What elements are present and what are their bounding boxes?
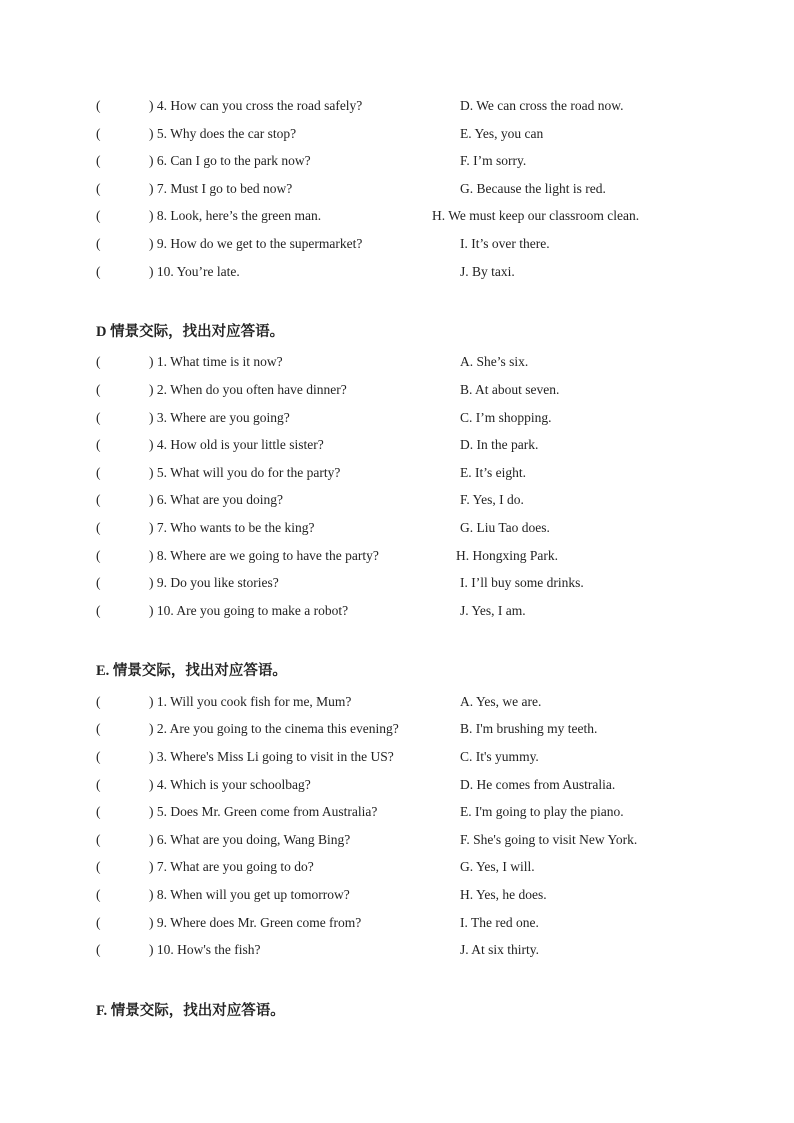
blank-open: (: [96, 181, 101, 196]
answer-option: I. I’ll buy some drinks.: [460, 575, 584, 590]
section-e-heading: [96, 660, 287, 682]
blank-open: (: [96, 520, 101, 535]
blank-open: (: [96, 859, 101, 874]
question-text: ) 3. Where are you going?: [149, 410, 290, 425]
answer-option: F. I’m sorry.: [460, 153, 527, 168]
section-title: 情景交际，找出对应答语。: [112, 663, 287, 679]
question-text: ) 1. Will you cook fish for me, Mum?: [149, 694, 352, 709]
question-text: ) 9. Do you like stories?: [149, 575, 279, 590]
blank-open: (: [96, 721, 101, 736]
blank-open: (: [96, 208, 101, 223]
list-item: [0, 408, 794, 428]
answer-option: E. It’s eight.: [460, 465, 526, 480]
section-letter: F.: [96, 1003, 108, 1019]
list-item: [0, 151, 794, 171]
blank-open: (: [96, 694, 101, 709]
blank-open: (: [96, 832, 101, 847]
question-text: ) 5. Why does the car stop?: [149, 126, 297, 141]
blank-open: (: [96, 603, 101, 618]
question-text: ) 3. Where's Miss Li going to visit in the US?: [149, 749, 394, 764]
answer-option: J. Yes, I am.: [460, 603, 526, 618]
blank-open: (: [96, 777, 101, 792]
blank-open: (: [96, 126, 101, 141]
question-text: ) 2. When do you often have dinner?: [149, 382, 347, 397]
list-item: [0, 96, 794, 116]
list-item: [0, 262, 794, 282]
blank-open: (: [96, 354, 101, 369]
answer-option: D. We can cross the road now.: [460, 98, 624, 113]
list-item: [0, 490, 794, 510]
question-text: ) 6. What are you doing, Wang Bing?: [149, 832, 351, 847]
blank-open: (: [96, 98, 101, 113]
section-d-heading: [96, 321, 284, 343]
blank-open: (: [96, 887, 101, 902]
list-item: [0, 380, 794, 400]
question-text: ) 10. You’re late.: [149, 264, 240, 279]
answer-option: I. The red one.: [460, 915, 539, 930]
section-title: 情景交际，找出对应答语。: [110, 1003, 285, 1019]
section-title: 情景交际，找出对应答语。: [110, 324, 285, 340]
question-text: ) 7. Who wants to be the king?: [149, 520, 315, 535]
list-item: [0, 463, 794, 483]
blank-open: (: [96, 749, 101, 764]
question-text: ) 5. Does Mr. Green come from Australia?: [149, 804, 378, 819]
blank-open: (: [96, 437, 101, 452]
answer-option: C. It's yummy.: [460, 749, 539, 764]
list-item: [0, 692, 794, 712]
list-item: [0, 775, 794, 795]
section-letter: E.: [96, 663, 110, 679]
section-f-heading: [96, 1000, 285, 1022]
question-text: ) 8. Where are we going to have the party?: [149, 548, 379, 563]
answer-option: A. Yes, we are.: [460, 694, 542, 709]
list-item: [0, 518, 794, 538]
question-text: ) 4. How old is your little sister?: [149, 437, 324, 452]
blank-open: (: [96, 264, 101, 279]
answer-option: J. By taxi.: [460, 264, 515, 279]
answer-option: D. He comes from Australia.: [460, 777, 616, 792]
blank-open: (: [96, 575, 101, 590]
blank-open: (: [96, 915, 101, 930]
list-item: [0, 435, 794, 455]
list-item: [0, 885, 794, 905]
list-item: [0, 830, 794, 850]
list-item: [0, 124, 794, 144]
question-text: ) 9. Where does Mr. Green come from?: [149, 915, 362, 930]
list-item: [0, 940, 794, 960]
list-item: [0, 206, 794, 226]
question-text: ) 10. How's the fish?: [149, 942, 261, 957]
list-item: [0, 352, 794, 372]
answer-option: D. In the park.: [460, 437, 539, 452]
question-text: ) 1. What time is it now?: [149, 354, 283, 369]
blank-open: (: [96, 236, 101, 251]
blank-open: (: [96, 942, 101, 957]
question-text: ) 7. What are you going to do?: [149, 859, 314, 874]
question-text: ) 6. Can I go to the park now?: [149, 153, 311, 168]
question-text: ) 8. Look, here’s the green man.: [149, 208, 322, 223]
blank-open: (: [96, 153, 101, 168]
answer-option: B. I'm brushing my teeth.: [460, 721, 598, 736]
list-item: [0, 857, 794, 877]
list-item: [0, 719, 794, 739]
section-letter: D: [96, 324, 107, 340]
list-item: [0, 234, 794, 254]
question-text: ) 4. Which is your schoolbag?: [149, 777, 311, 792]
answer-option: A. She’s six.: [460, 354, 529, 369]
blank-open: (: [96, 382, 101, 397]
answer-option: G. Liu Tao does.: [460, 520, 550, 535]
list-item: [0, 546, 794, 566]
list-item: [0, 179, 794, 199]
question-text: ) 7. Must I go to bed now?: [149, 181, 293, 196]
blank-open: (: [96, 410, 101, 425]
answer-option: C. I’m shopping.: [460, 410, 552, 425]
answer-option: F. Yes, I do.: [460, 492, 524, 507]
answer-option: H. Hongxing Park.: [456, 548, 558, 563]
list-item: [0, 601, 794, 621]
answer-option: E. I'm going to play the piano.: [460, 804, 624, 819]
question-text: ) 9. How do we get to the supermarket?: [149, 236, 363, 251]
list-item: [0, 913, 794, 933]
list-item: [0, 573, 794, 593]
question-text: ) 5. What will you do for the party?: [149, 465, 341, 480]
blank-open: (: [96, 492, 101, 507]
blank-open: (: [96, 804, 101, 819]
list-item: [0, 802, 794, 822]
answer-option: G. Yes, I will.: [460, 859, 535, 874]
answer-option: G. Because the light is red.: [460, 181, 606, 196]
question-text: ) 4. How can you cross the road safely?: [149, 98, 363, 113]
list-item: [0, 747, 794, 767]
question-text: ) 8. When will you get up tomorrow?: [149, 887, 350, 902]
answer-option: I. It’s over there.: [460, 236, 550, 251]
answer-option: J. At six thirty.: [460, 942, 540, 957]
question-text: ) 2. Are you going to the cinema this evening?: [149, 721, 399, 736]
answer-option: H. We must keep our classroom clean.: [432, 208, 640, 223]
answer-option: F. She's going to visit New York.: [460, 832, 638, 847]
question-text: ) 6. What are you doing?: [149, 492, 283, 507]
question-text: ) 10. Are you going to make a robot?: [149, 603, 349, 618]
answer-option: B. At about seven.: [460, 382, 560, 397]
answer-option: H. Yes, he does.: [460, 887, 547, 902]
answer-option: E. Yes, you can: [460, 126, 544, 141]
blank-open: (: [96, 548, 101, 563]
blank-open: (: [96, 465, 101, 480]
